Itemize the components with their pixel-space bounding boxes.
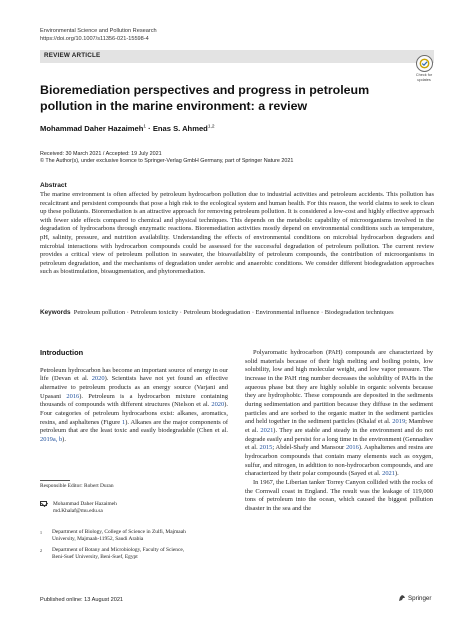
- corr-email[interactable]: md.Khalaf@mu.edu.sa: [53, 508, 103, 514]
- copyright: © The Author(s), under exclusive licence to Springer-Verlag GmbH Germany, part of Springer Nature 2021: [40, 158, 294, 165]
- figure-link[interactable]: 1: [121, 418, 126, 426]
- citation-link[interactable]: 2015: [259, 444, 273, 452]
- affiliation-sup: 1: [143, 124, 147, 130]
- body-paragraph: Polyaromatic hydrocarbon (PAH) compounds are characterized by solid materials because of their high melting and boiling points, low solubility, low and high molecular weight, and low vapor pressure. The increase in the PAH ring number decreases the solubility of PAHs in the aqueous phase but they are highly soluble in organic solvents because they are hydrophobic. These compounds are deposited in the sediments during sedimentation and partition because they diffuse in the sediment particles and are sorbed to the organic matter in the sediment particles and held together in the sediment particles (Khalaf et al. 2019; Mambwe et al. 2021). They are stable and steady in the environment and do not degrade easily and persist for a long time in the environment (Gennadiev et al. 2015; Abdel-Shafy and Mansour 2016). Asphaltenes and resins are hydrocarbon compounds that contain many elements such as oxygen, sulfur, and nitrogen, in addition to non-hydrocarbon compounds, and are characterized by their polar compounds (Sayed et al. 2021).: [245, 349, 433, 478]
- check-for-updates-badge[interactable]: [410, 55, 438, 82]
- journal-header: [40, 27, 157, 43]
- author-list: Mohammad Daher Hazaimeh$^1$ · Enas S. Ahmed$^{1,2}$: [40, 124, 215, 133]
- article-type-bar: [40, 50, 434, 63]
- springer-horse-icon: [398, 594, 406, 602]
- published-date: Published online: 13 August 2021: [40, 597, 124, 603]
- citation-link[interactable]: 2016: [345, 444, 359, 452]
- body-paragraph: In 1967, the Liberian tanker Torrey Canyon collided with the rocks of the Cornwall coast in England. The result was the leakage of 119,000 tons of petroleum into the ocean, which caused the biggest pollution disaster in the sea and the: [245, 478, 433, 512]
- citation-link[interactable]: 2016: [66, 392, 80, 400]
- affiliation: 2 Department of Botany and Microbiology, Faculty of Science, Beni-Suef University, Beni-Suef, Egypt: [40, 547, 185, 560]
- corr-name: Mohammad Daher Hazaimeh: [53, 501, 117, 507]
- keywords: [40, 309, 434, 318]
- intro-paragraph: Petroleum hydrocarbon has become an important source of energy in our life (Devan et al. 2020). Scientists have not yet found an effective alternative to petroleum products as an energy source (Varjani and Upasani 2016). Petroleum is a hydrocarbon mixture containing thousands of compounds with different structures (Nielson et al. 2020). Four categories of petroleum hydrocarbons exist: alkanes, aromatics, resins, and asphaltenes (Figure 1). Alkanes are the major components of petroleum that are the least toxic and easily biodegradable (Chen et al. 2019a, b).: [40, 366, 229, 443]
- footnote-divider: [40, 480, 70, 481]
- corresponding-author: [40, 501, 117, 515]
- article-title: Bioremediation perspectives and progress in petroleum pollution in the marine environment: a review: [40, 83, 370, 113]
- left-column: [40, 349, 228, 445]
- article-type: REVIEW ARTICLE: [44, 52, 101, 59]
- citation-link[interactable]: 2020: [91, 375, 105, 383]
- updates-label: Check for updates: [415, 73, 433, 82]
- doi-link[interactable]: https://doi.org/10.1007/s11356-021-15598-4: [40, 36, 149, 42]
- envelope-icon: [40, 501, 47, 506]
- section-heading: Introduction: [40, 348, 84, 357]
- author-name[interactable]: Enas S. Ahmed: [152, 124, 208, 133]
- abstract-text: The marine environment is often affected by petroleum hydrocarbon pollution due to industrial activities and petroleum accidents. This pollution has recalcitrant and persistent compounds that pose a high risk to the ecological system and human health. For this reason, the world claims to seek to clean up these pollutants. Bioremediation is an attractive approach for removing petroleum pollution. It is considered a low-cost and highly effective approach with fewer side effects compared to chemical and physical techniques. This depends on the metabolic capability of microorganisms involved in the degradation of hydrocarbons through enzymatic reactions. Bioremediation activities mostly depend on environmental conditions such as temperature, pH, salinity, pressure, and nutrition availability. Understanding the effects of environmental conditions on microbial hydrocarbon degraders and microbial interactions with hydrocarbon compounds could be assessed for the successful degradation of petroleum pollution. The current review provides a critical view of petroleum pollution in seawater, the bioavailability of petroleum compounds, the contribution of microorganisms in petroleum degradation, and the mechanisms of degradation under aerobic and anaerobic conditions. We consider different biodegradation approaches such as biostimulation, bioaugmentation, and phytoremediation.: [40, 191, 434, 276]
- publisher-name: Springer: [408, 594, 432, 602]
- keywords-label: Keywords: [40, 309, 71, 316]
- author-name[interactable]: Mohammad Daher Hazaimeh: [40, 124, 144, 133]
- right-column: [245, 349, 433, 513]
- updates-icon: [416, 55, 433, 72]
- keywords-text: Petroleum pollution · Petroleum toxicity · Petroleum biodegradation · Environmental influence · Biodegradation techniques: [73, 309, 394, 316]
- affiliation-sup: 1,2: [207, 124, 215, 130]
- citation-link[interactable]: 2021: [382, 470, 395, 478]
- received-accepted: Received: 30 March 2021 / Accepted: 19 July 2021: [40, 151, 162, 157]
- citation-link[interactable]: 2021: [260, 426, 274, 434]
- citation-link[interactable]: 2020: [211, 401, 225, 409]
- publication-dates: [40, 151, 293, 166]
- citation-link[interactable]: 2019a, b: [40, 435, 63, 443]
- publisher-logo: [398, 594, 431, 602]
- abstract-heading: Abstract: [40, 182, 67, 189]
- responsible-editor: Responsible Editor: Robert Duran: [40, 483, 114, 489]
- journal-name: Environmental Science and Pollution Research: [40, 28, 157, 34]
- citation-link[interactable]: 2019: [392, 418, 406, 426]
- affiliation: 1 Department of Biology, College of Science in Zulfi, Majmaah University, Majmaah-11952, Saudi Arabia: [40, 529, 186, 542]
